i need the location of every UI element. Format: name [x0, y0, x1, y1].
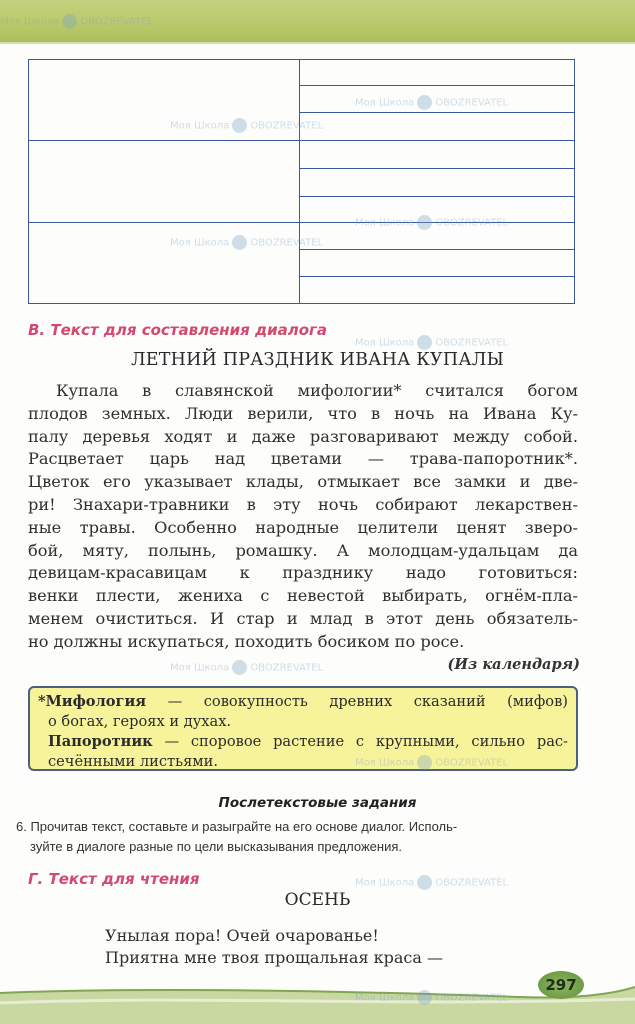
table-line	[299, 276, 574, 277]
table-line	[299, 168, 574, 169]
section-g-heading: Г. Текст для чтения	[28, 870, 200, 888]
watermark: Моя Школа OBOZREVATEL	[355, 875, 508, 890]
section-v-heading: В. Текст для составления диалога	[28, 321, 327, 339]
table-line	[299, 85, 574, 86]
watermark: Моя Школа OBOZREVATEL	[0, 14, 153, 29]
poem	[105, 925, 443, 969]
glossary-definition: — совокупность древних сказаний (мифов)	[146, 693, 568, 710]
watermark: Моя Школа OBOZREVATEL	[170, 235, 323, 250]
task-text: 6. Прочитав текст, составьте и разыграйте на его основе диалог. Исполь-	[16, 819, 458, 834]
footnote-marker: *	[38, 693, 46, 710]
text-line: плодов земных. Люди верили, что в ночь на Ивана Ку-	[28, 403, 578, 423]
poem-title: ОСЕНЬ	[284, 890, 351, 910]
task-text: зуйте в диалоге разные по цели высказывания предложения.	[30, 839, 402, 854]
watermark: Моя Школа OBOZREVATEL	[355, 755, 508, 770]
text-line: Цветок его указывает клады, отмыкает все замки и две-	[28, 472, 578, 492]
watermark-logo-icon	[417, 335, 432, 350]
text-line: ри! Знахари-травники в эту ночь собирают лекарствен-	[28, 494, 578, 514]
glossary-definition: о богах, героях и духах.	[48, 713, 232, 730]
tasks-heading: Послетекстовые задания	[218, 795, 417, 811]
glossary-box	[28, 686, 578, 771]
page-number-badge: 297	[538, 971, 584, 999]
text-line: ные травы. Особенно народные целители ценят зверо-	[28, 517, 578, 537]
watermark-logo-icon	[417, 875, 432, 890]
main-text	[28, 380, 578, 654]
table-line	[29, 140, 299, 141]
glossary-term: Папоротник	[48, 733, 153, 750]
glossary-entry-1	[38, 692, 568, 712]
watermark-logo-icon	[232, 660, 247, 675]
table-line	[299, 222, 574, 223]
watermark: Моя Школа OBOZREVATEL	[355, 95, 508, 110]
text-line: бой, мяту, полынь, ромашку. А молодцам-удальцам да	[28, 540, 578, 560]
table-line	[299, 140, 574, 141]
table-divider	[299, 60, 300, 303]
top-decorative-band	[0, 0, 635, 44]
text-line: девицам-красавицам к празднику надо готовиться:	[28, 563, 578, 583]
watermark: Моя Школа OBOZREVATEL	[170, 118, 323, 133]
table-line	[29, 222, 299, 223]
poem-line: Приятна мне твоя прощальная краса —	[105, 948, 444, 967]
text-line: венки плести, жениха с невестой выбирать, огнём-пла-	[28, 586, 578, 606]
text-line: менем очиститься. И стар и млад в этот день обязатель-	[28, 608, 578, 628]
watermark: Моя Школа OBOZREVATEL	[355, 990, 508, 1005]
text-source: (Из календаря)	[447, 656, 580, 673]
watermark: Моя Школа OBOZREVATEL	[355, 215, 508, 230]
glossary-definition: сечёнными листьями.	[48, 753, 218, 770]
table-line	[299, 249, 574, 250]
task-item	[16, 817, 576, 857]
table-line	[299, 196, 574, 197]
glossary-definition: — споровое растение с крупными, сильно рас-	[152, 733, 568, 750]
table-line	[299, 112, 574, 113]
glossary-term: Мифология	[45, 693, 147, 710]
text-line: но должны искупаться, походить босиком по росе.	[28, 631, 465, 651]
text-line: палу деревья ходят и даже разговаривают между собой.	[28, 426, 578, 446]
text-title: ЛЕТНИЙ ПРАЗДНИК ИВАНА КУПАЛЫ	[130, 350, 505, 370]
watermark: Моя Школа OBOZREVATEL	[355, 335, 508, 350]
watermark: Моя Школа OBOZREVATEL	[170, 660, 323, 675]
text-line: Расцветает царь над цветами — трава-папоротник*.	[28, 449, 578, 469]
glossary-entry-2	[38, 732, 568, 752]
text-line: Купала в славянской мифологии* считался богом	[56, 381, 578, 400]
blank-table	[28, 59, 575, 304]
poem-line: Унылая пора! Очей очарованье!	[105, 926, 379, 945]
